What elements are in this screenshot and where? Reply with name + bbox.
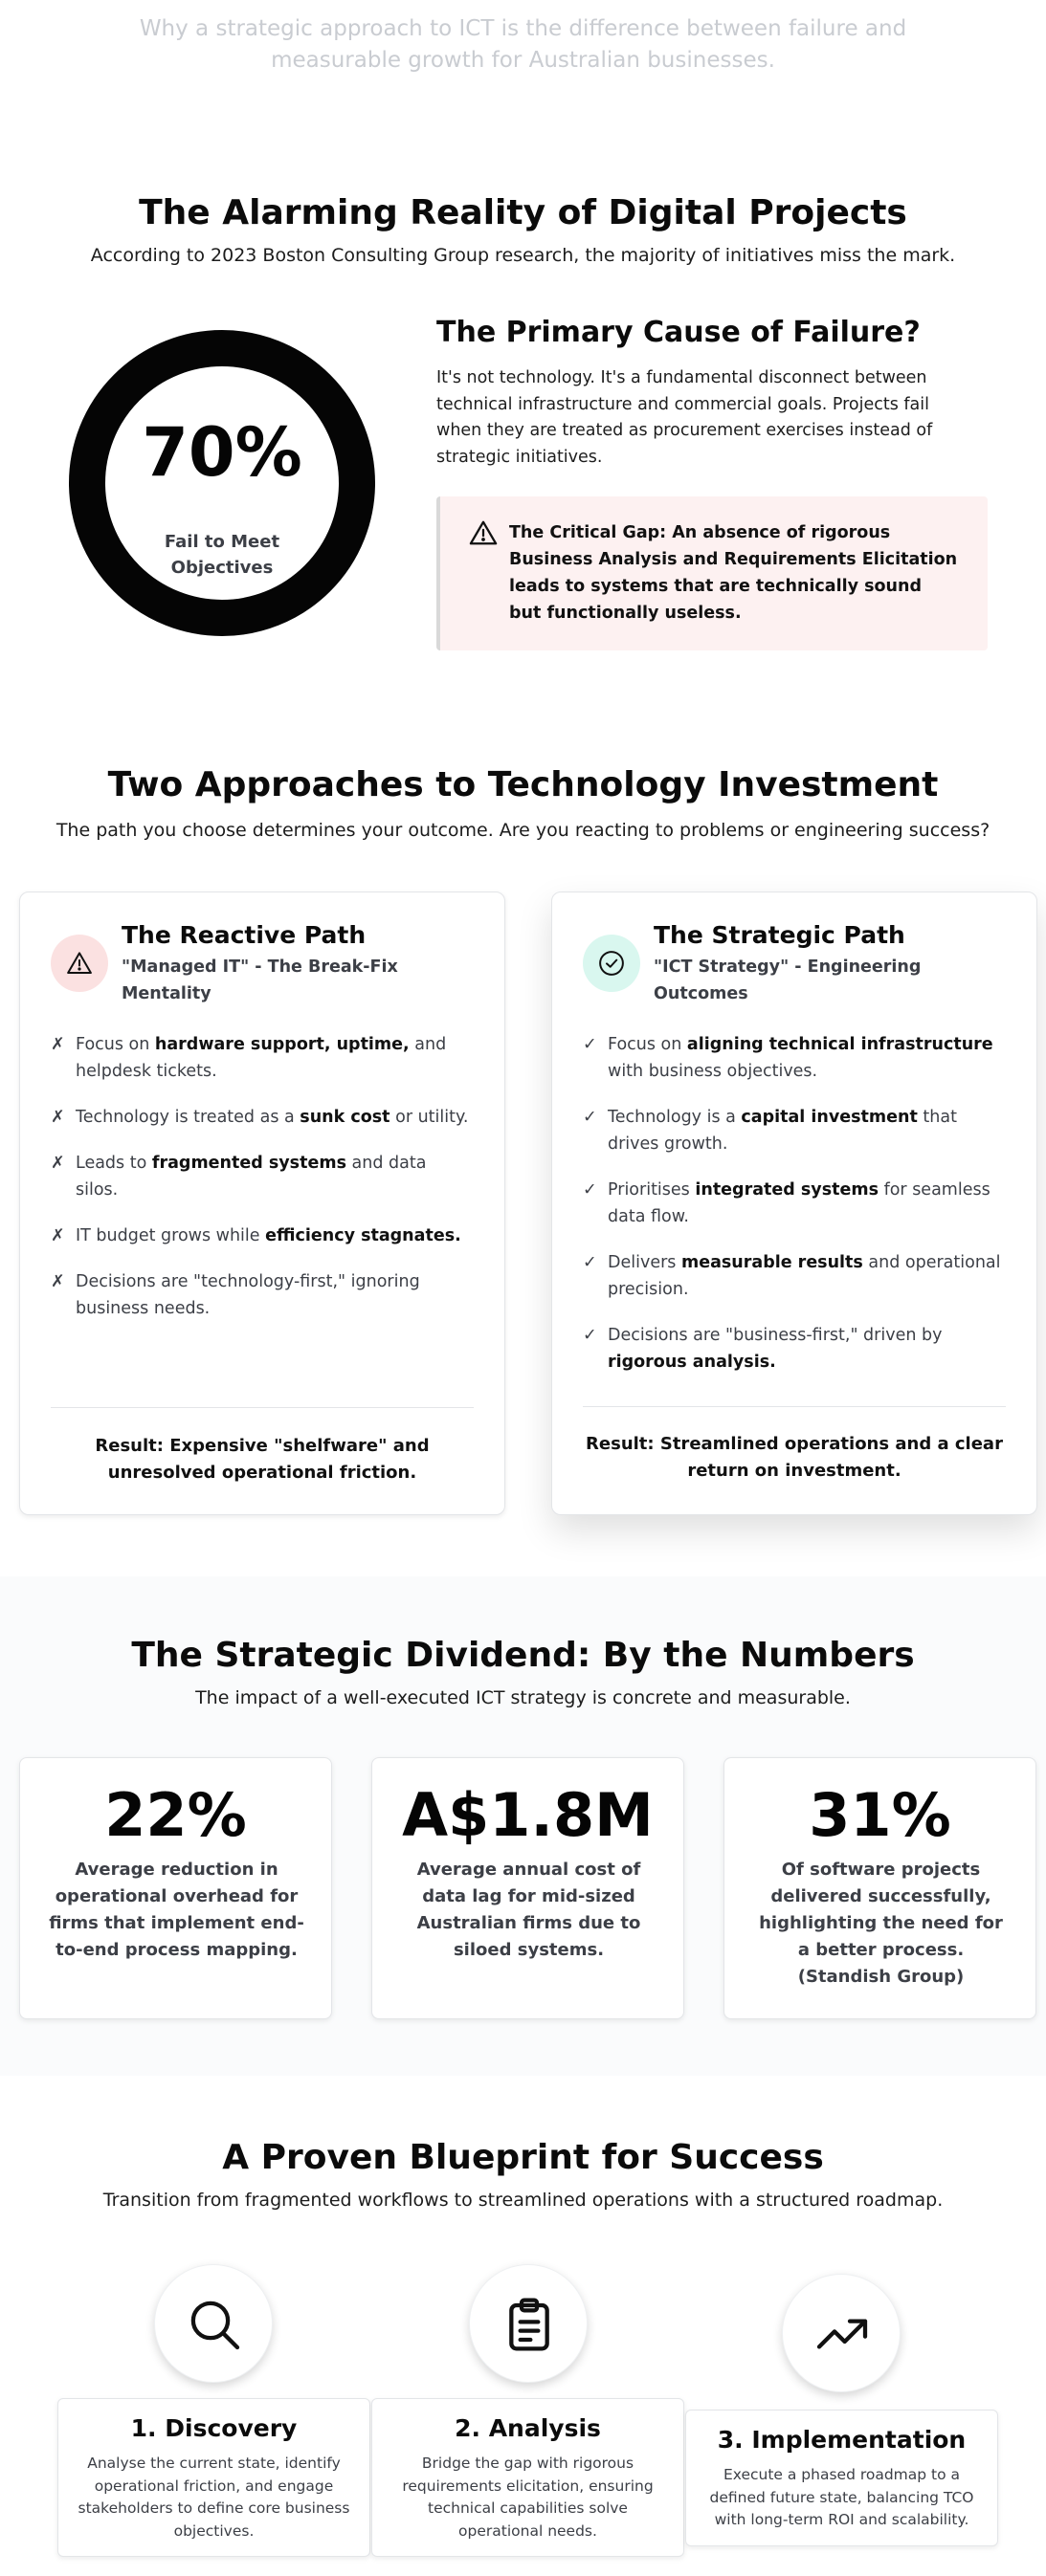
- cross-icon: ✗: [51, 1154, 65, 1173]
- discovery-icon-circle: [154, 2264, 273, 2383]
- list-item-emphasis: measurable results: [680, 1253, 863, 1272]
- divider: [583, 1406, 1006, 1407]
- reactive-result: Result: Expensive "shelfware" and unresolved operational friction.: [95, 1436, 430, 1483]
- stat-card: [723, 1757, 1036, 2019]
- strategic-result: Result: Streamlined operations and a clear return on investment.: [586, 1434, 1003, 1481]
- check-icon: ✓: [583, 1326, 597, 1345]
- divider: [51, 1407, 474, 1408]
- list-item-emphasis: sunk cost: [300, 1108, 390, 1127]
- trending-up-icon: [812, 2303, 873, 2365]
- cause-text: It's not technology. It's a fundamental disconnect between technical infrastructure and commercial goals. Projects fail when they are treated as procurement exercises instead of strategic initiatives.: [436, 368, 933, 467]
- step-title: 2. Analysis: [455, 2414, 601, 2442]
- strategic-subtitle: "ICT Strategy" - Engineering Outcomes: [654, 958, 922, 1003]
- check-icon: ✓: [583, 1108, 597, 1127]
- cross-icon: ✗: [51, 1035, 65, 1054]
- reality-title: The Alarming Reality of Digital Projects: [139, 193, 907, 232]
- list-item-text: Technology is a: [608, 1108, 742, 1127]
- strategic-path-card: [551, 892, 1037, 1515]
- list-item: [51, 1150, 472, 1203]
- check-circle-icon: [597, 949, 626, 978]
- blueprint-subtitle: Transition from fragmented workflows to streamlined operations with a structured roadmap.: [102, 2190, 944, 2211]
- list-item-emphasis: aligning technical infrastructure: [686, 1035, 993, 1054]
- step-card: [371, 2398, 684, 2557]
- list-item: [51, 1222, 472, 1249]
- intro-text: Why a strategic approach to ICT is the difference between failure and measurable growth for Australian businesses.: [139, 16, 907, 73]
- list-item: [583, 1177, 1004, 1230]
- list-item-text: Delivers: [608, 1253, 681, 1272]
- list-item-text: Leads to: [76, 1154, 152, 1173]
- list-item-text: Prioritises: [608, 1180, 696, 1200]
- warning-icon: [469, 519, 498, 546]
- reactive-subtitle: "Managed IT" - The Break-Fix Mentality: [122, 958, 398, 1003]
- failure-percent: 70%: [142, 413, 302, 492]
- list-item: [51, 1031, 472, 1085]
- list-item-text: Technology is treated as a: [76, 1108, 300, 1127]
- list-item-emphasis: capital investment: [741, 1108, 918, 1127]
- step-description: Execute a phased roadmap to a defined future state, balancing TCO with long-term ROI and scalability.: [709, 2466, 974, 2528]
- list-item-text: Focus on: [76, 1035, 155, 1054]
- step-description: Analyse the current state, identify operational friction, and engage stakeholders to define core business objectives.: [78, 2455, 350, 2540]
- list-item-text: Decisions are "technology-first," ignoring business needs.: [76, 1272, 420, 1318]
- analysis-icon-circle: [469, 2264, 588, 2383]
- check-icon: ✓: [583, 1180, 597, 1200]
- stat-description: Average annual cost of data lag for mid-sized Australian firms due to siloed systems.: [416, 1860, 641, 1960]
- list-item: [583, 1249, 1004, 1303]
- stat-value: A$1.8M: [402, 1780, 654, 1850]
- list-item: [51, 1104, 472, 1131]
- reactive-title: The Reactive Path: [122, 921, 367, 949]
- strategic-badge: [583, 935, 640, 992]
- approaches-title: Two Approaches to Technology Investment: [107, 765, 939, 804]
- stat-description: Of software projects delivered successfully, highlighting the need for a better process. (Standish Group): [759, 1860, 1003, 1987]
- strategic-title: The Strategic Path: [654, 921, 905, 949]
- approaches-subtitle: The path you choose determines your outcome. Are you reacting to problems or engineering success?: [56, 820, 990, 841]
- list-item-text: that drives growth.: [608, 1108, 957, 1154]
- step-title: 1. Discovery: [130, 2414, 298, 2442]
- stat-description: Average reduction in operational overhead for firms that implement end-to-end process mapping.: [49, 1860, 304, 1960]
- reactive-path-card: [19, 892, 505, 1515]
- list-item: [51, 1268, 472, 1322]
- list-item-text: IT budget grows while: [76, 1226, 266, 1245]
- list-item: [583, 1104, 1004, 1157]
- step-description: Bridge the gap with rigorous requirements elicitation, ensuring technical capabilities solve operational needs.: [402, 2455, 654, 2540]
- list-item-emphasis: integrated systems: [695, 1180, 879, 1200]
- warning-icon: [65, 949, 94, 978]
- failure-donut-chart: [69, 330, 375, 636]
- search-icon: [184, 2294, 245, 2355]
- cross-icon: ✗: [51, 1226, 65, 1245]
- list-item-text: and operational precision.: [608, 1253, 1001, 1299]
- numbers-title: The Strategic Dividend: By the Numbers: [131, 1636, 915, 1675]
- list-item-text: and data silos.: [76, 1154, 427, 1200]
- reactive-list: [51, 1031, 472, 1341]
- cause-title: The Primary Cause of Failure?: [436, 316, 921, 349]
- list-item: [583, 1031, 1004, 1085]
- numbers-subtitle: The impact of a well-executed ICT strategy is concrete and measurable.: [195, 1687, 851, 1708]
- failure-label: Fail to Meet Objectives: [164, 532, 280, 578]
- step-card: [685, 2410, 998, 2546]
- intro: [0, 13, 1046, 77]
- reality-subtitle: According to 2023 Boston Consulting Group research, the majority of initiatives miss the mark.: [90, 245, 956, 266]
- list-item-emphasis: efficiency stagnates.: [265, 1226, 461, 1245]
- list-item-text: Focus on: [608, 1035, 687, 1054]
- step-title: 3. Implementation: [717, 2426, 967, 2454]
- critical-gap-callout: [436, 496, 988, 650]
- stat-card: [371, 1757, 684, 2019]
- cross-icon: ✗: [51, 1272, 65, 1291]
- cross-icon: ✗: [51, 1108, 65, 1127]
- stat-value: 31%: [809, 1780, 951, 1850]
- list-item-text: and helpdesk tickets.: [76, 1035, 447, 1081]
- list-item-emphasis: rigorous analysis.: [608, 1353, 776, 1372]
- list-item-emphasis: fragmented systems: [151, 1154, 346, 1173]
- list-item-text: Decisions are "business-first," driven by: [608, 1326, 943, 1345]
- check-icon: ✓: [583, 1035, 597, 1054]
- list-item-text: with business objectives.: [608, 1062, 818, 1081]
- critical-gap-text: The Critical Gap: An absence of rigorous Business Analysis and Requirements Elicitation leads to systems that are technically sound but functionally useless.: [509, 523, 958, 623]
- check-icon: ✓: [583, 1253, 597, 1272]
- stat-card: [19, 1757, 332, 2019]
- list-item: [583, 1322, 1004, 1376]
- list-item-text: for seamless data flow.: [608, 1180, 990, 1226]
- reactive-badge: [51, 935, 108, 992]
- list-item-text: or utility.: [389, 1108, 469, 1127]
- list-item-emphasis: hardware support, uptime,: [154, 1035, 410, 1054]
- clipboard-icon: [499, 2294, 560, 2355]
- blueprint-title: A Proven Blueprint for Success: [222, 2138, 824, 2177]
- step-card: [57, 2398, 370, 2557]
- implementation-icon-circle: [782, 2274, 901, 2392]
- stat-value: 22%: [104, 1780, 247, 1850]
- strategic-list: [583, 1031, 1004, 1395]
